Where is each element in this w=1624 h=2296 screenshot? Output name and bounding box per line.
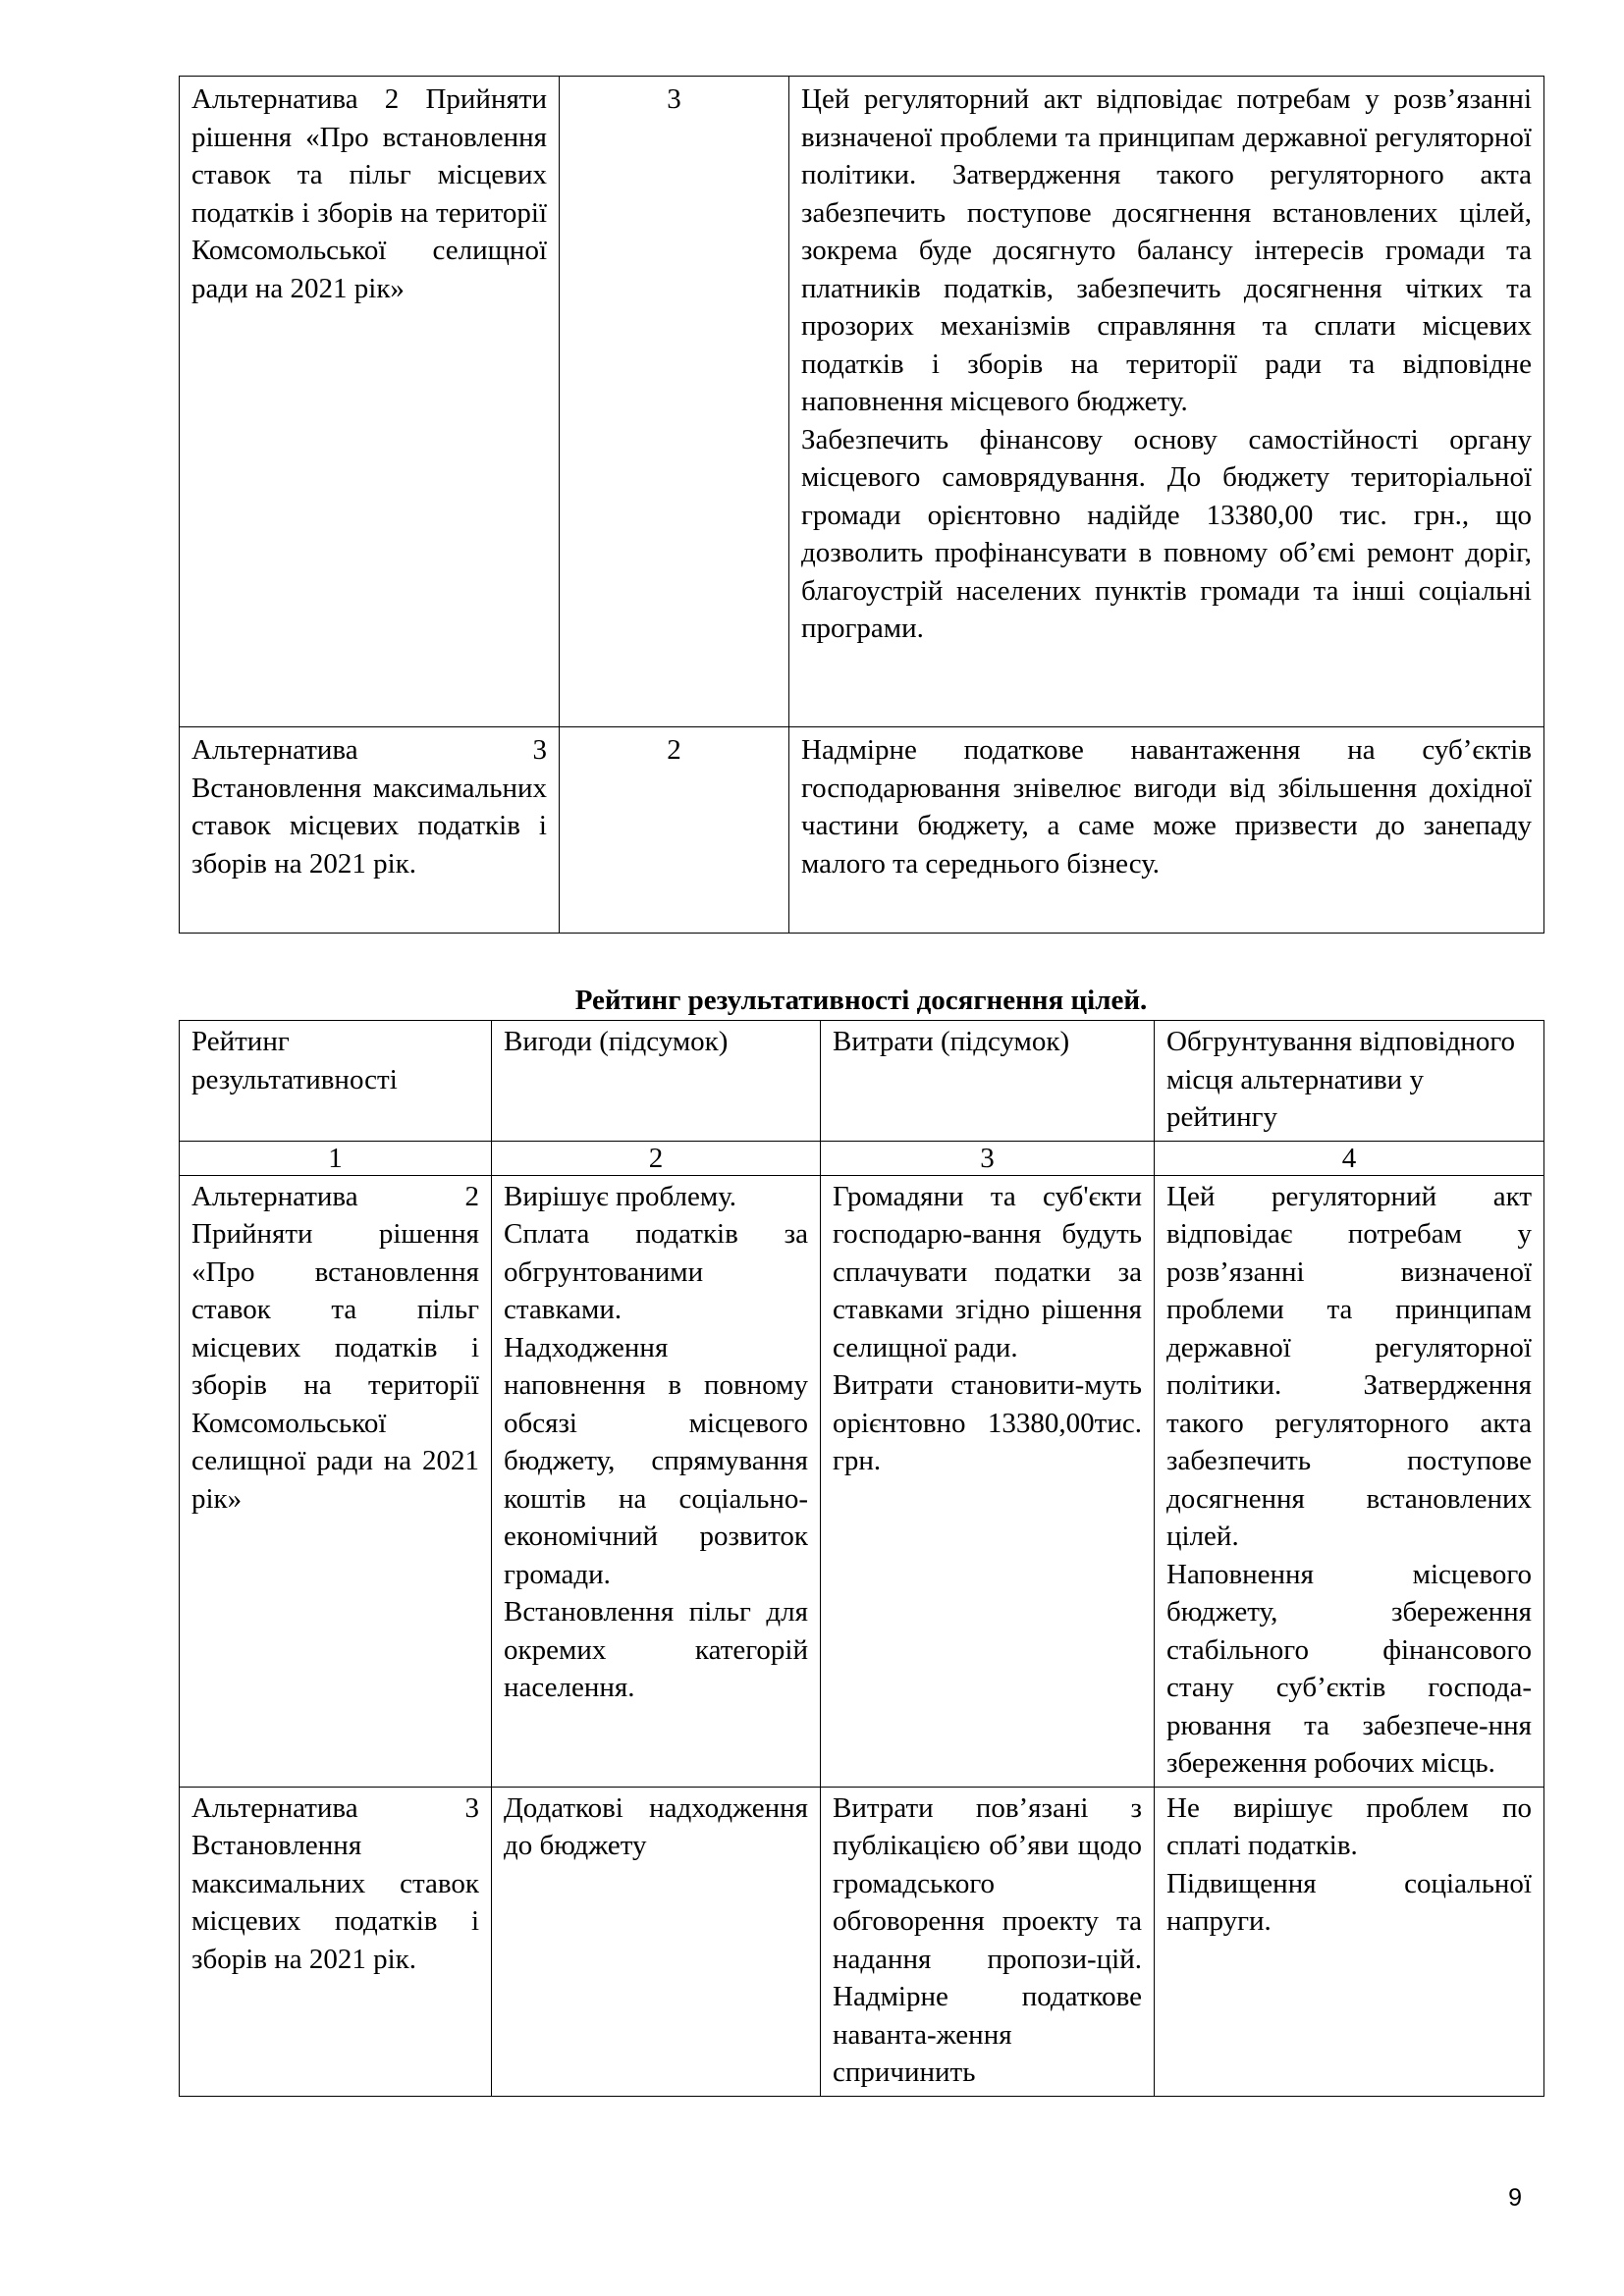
table-row xyxy=(180,77,1544,727)
benefits-cell xyxy=(492,1787,821,2096)
table-row xyxy=(180,1787,1544,2096)
benefits-paragraph: Встановлення пільг для окремих категорій населення. xyxy=(504,1596,808,1703)
benefits-paragraph: Додаткові надходження до бюджету xyxy=(504,1791,808,1861)
alternative-name-cell: Альтернатива 3 Встановлення максимальних ставок місцевих податків і зборів на 2021 рік. xyxy=(180,727,560,934)
column-number: 1 xyxy=(180,1141,492,1175)
costs-paragraph: Громадяни та суб'єкти господарю-вання будуть сплачувати податки за ставками згідно рішення селищної ради. xyxy=(833,1180,1142,1363)
column-header: Обгрунтування відповідного місця альтернативи у рейтингу xyxy=(1155,1021,1544,1142)
score-cell: 2 xyxy=(560,727,789,934)
costs-cell xyxy=(821,1175,1155,1787)
alternative-name-cell: Альтернатива 2 Прийняти рішення «Про встановлення ставок та пільг місцевих податків і зборів на території Комсомольської селищної ради на 2021 рік» xyxy=(180,77,560,727)
column-header: Витрати (підсумок) xyxy=(821,1021,1155,1142)
benefits-cell xyxy=(492,1175,821,1787)
score-cell: 3 xyxy=(560,77,789,727)
alternative-name-cell: Альтернатива 2 Прийняти рішення «Про встановлення ставок та пільг місцевих податків і зборів на території Комсомольської селищної ради на 2021 рік» xyxy=(180,1175,492,1787)
table-row xyxy=(180,1175,1544,1787)
comment-paragraph: Цей регуляторний акт відповідає потребам у розв’язанні визначеної проблеми та принципам державної регуляторної політики. Затвердження такого регуляторного акта забезпечить поступове досягнення встановлених цілей, зокрема буде досягнуто балансу інтересів громади та платників податків, забезпечить досягнення чітких та прозорих механізмів справляння та сплати місцевих податків і зборів на території ради та відповідне наповнення місцевого бюджету. xyxy=(801,83,1532,417)
justification-paragraph: Цей регуляторний акт відповідає потребам у розв’язанні визначеної проблеми та принципам державної регуляторної політики. Затвердження такого регуляторного акта забезпечить поступове досягнення встановлених цілей. xyxy=(1166,1180,1532,1552)
benefits-paragraph: Сплата податків за обгрунтованими ставками. xyxy=(504,1218,808,1325)
alternatives-score-table xyxy=(179,76,1544,934)
justification-paragraph: Підвищення соціальної напруги. xyxy=(1166,1867,1532,1937)
comment-cell xyxy=(789,77,1544,727)
alternative-name-cell: Альтернатива 3 Встановлення максимальних ставок місцевих податків і зборів на 2021 рік. xyxy=(180,1787,492,2096)
column-header: Рейтинг результативності xyxy=(180,1021,492,1142)
justification-paragraph: Не вирішує проблем по сплаті податків. xyxy=(1166,1791,1532,1861)
comment-paragraph: Забезпечить фінансову основу самостійності органу місцевого самоврядування. До бюджету територіальної громади орієнтовно надійде 13380,00 тис. грн., що дозволить профінансувати в повному об’ємі ремонт доріг, благоустрій населених пунктів громади та інші соціальні програми. xyxy=(801,423,1532,644)
effectiveness-rating-table xyxy=(179,1020,1544,2097)
column-number: 3 xyxy=(821,1141,1155,1175)
column-header: Вигоди (підсумок) xyxy=(492,1021,821,1142)
costs-paragraph: Витрати пов’язані з публікацією об’яви щодо громадського обговорення проекту та надання пропози-цій. Надмірне податкове наванта-ження спричинить xyxy=(833,1791,1142,2088)
column-number: 2 xyxy=(492,1141,821,1175)
table-title: Рейтинг результативності досягнення цілей. xyxy=(574,985,1148,1016)
column-number-row xyxy=(180,1141,1544,1175)
column-number: 4 xyxy=(1155,1141,1544,1175)
justification-cell xyxy=(1155,1787,1544,2096)
justification-paragraph: Наповнення місцевого бюджету, збереження стабільного фінансового стану суб’єктів господа-рювання та забезпече-ння збереження робочих місць. xyxy=(1166,1558,1532,1779)
table-row xyxy=(180,727,1544,934)
benefits-paragraph: Надходження наповнення в повному обсязі місцевого бюджету, спрямування коштів на соціально-економічний розвиток громади. xyxy=(504,1331,808,1590)
page-number: 9 xyxy=(1508,2184,1522,2212)
comment-paragraph: Надмірне податкове навантаження на суб’єктів господарювання знівелює вигоди від збільшення дохідної частини бюджету, а саме може призвести до занепаду малого та середнього бізнесу. xyxy=(801,734,1532,880)
costs-paragraph: Витрати становити-муть орієнтовно 13380,00тис. грн. xyxy=(833,1369,1142,1476)
benefits-paragraph: Вирішує проблему. xyxy=(504,1180,737,1212)
table-header-row xyxy=(180,1021,1544,1142)
justification-cell xyxy=(1155,1175,1544,1787)
comment-cell xyxy=(789,727,1544,934)
costs-cell xyxy=(821,1787,1155,2096)
